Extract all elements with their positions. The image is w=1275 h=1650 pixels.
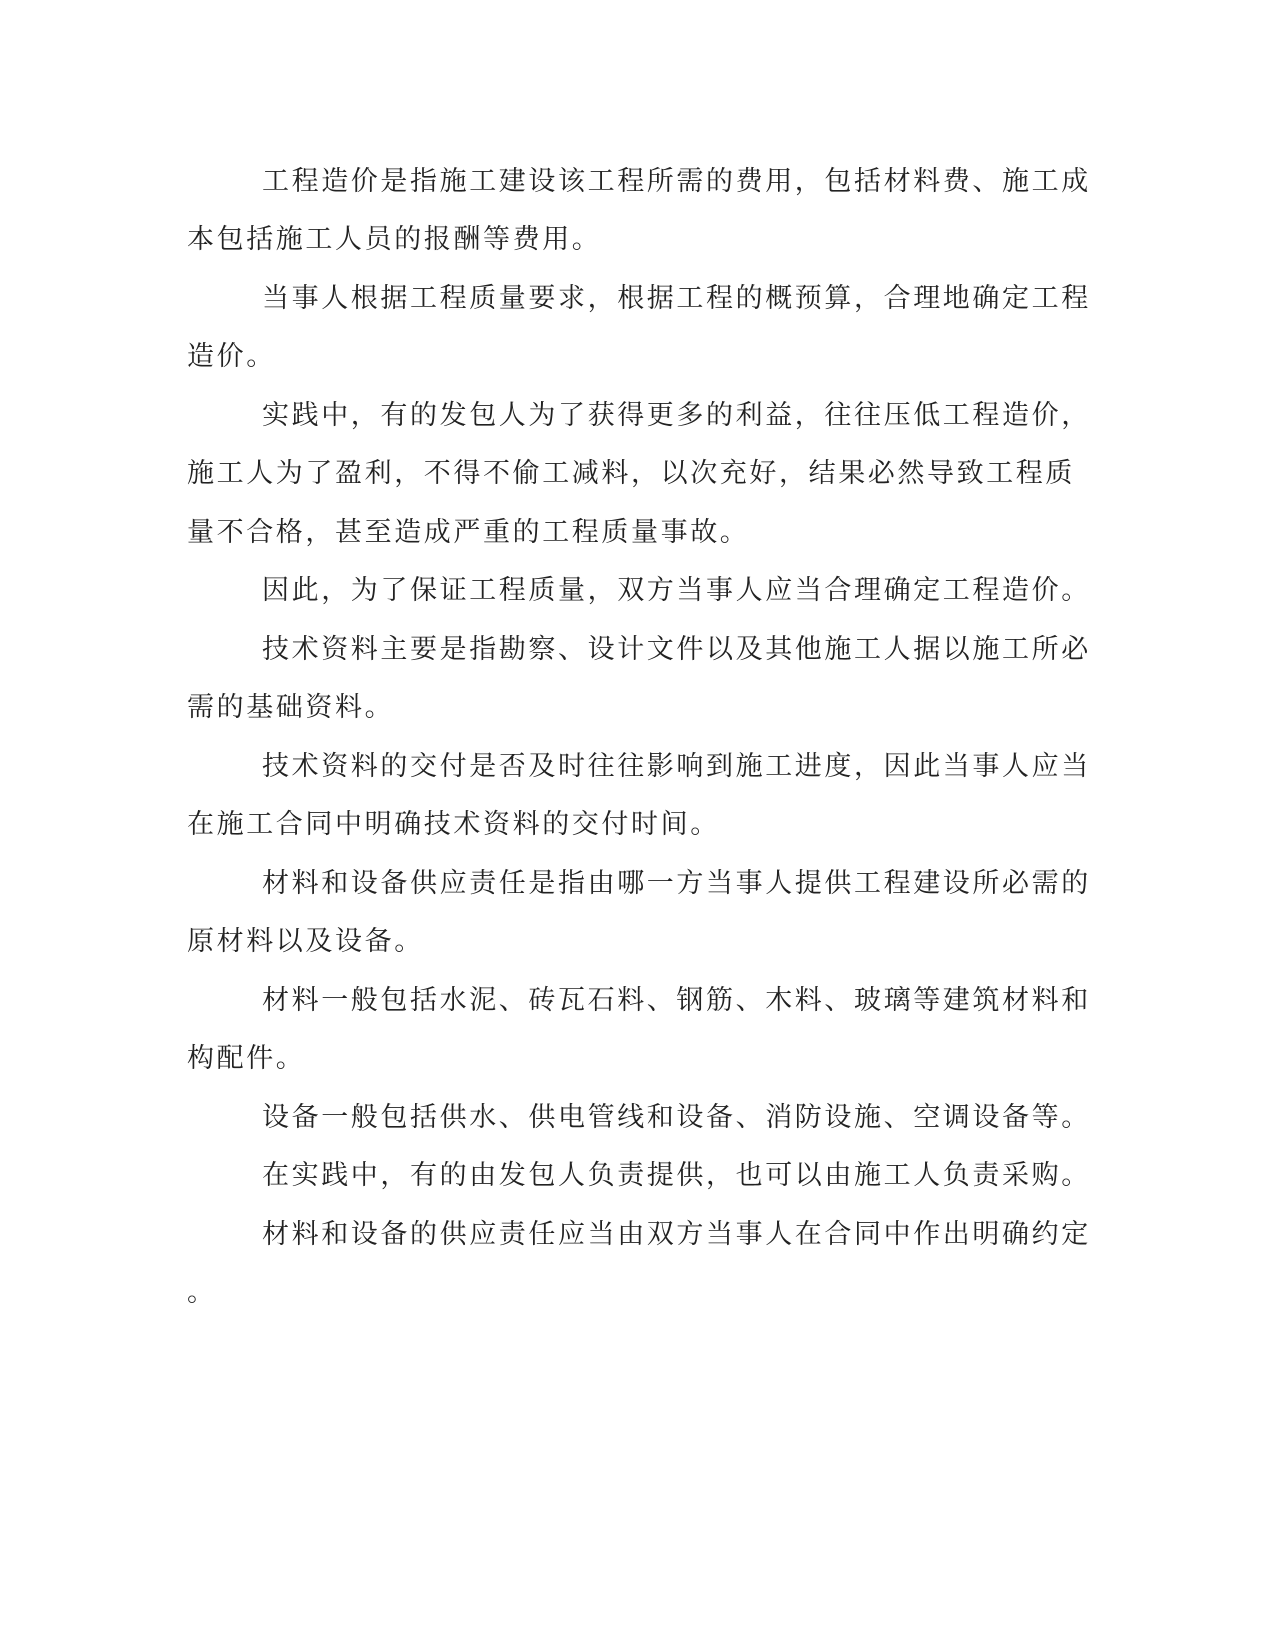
text-line: 工程造价是指施工建设该工程所需的费用，包括材料费、施工成 <box>262 166 1091 197</box>
text-line: 实践中，有的发包人为了获得更多的利益，往往压低工程造价， <box>262 400 1091 431</box>
text-line: 原材料以及设备。 <box>187 926 424 957</box>
text-line: 材料一般包括水泥、砖瓦石料、钢筋、木料、玻璃等建筑材料和 <box>262 985 1091 1016</box>
text-line: 设备一般包括供水、供电管线和设备、消防设施、空调设备等。 <box>262 1102 1091 1133</box>
text-line: 施工人为了盈利，不得不偷工减料，以次充好，结果必然导致工程质 <box>187 458 1075 489</box>
text-line: 因此，为了保证工程质量，双方当事人应当合理确定工程造价。 <box>262 575 1091 606</box>
text-line: 量不合格，甚至造成严重的工程质量事故。 <box>187 517 750 548</box>
text-line: 需的基础资料。 <box>187 692 395 723</box>
text-line: 在实践中，有的由发包人负责提供，也可以由施工人负责采购。 <box>262 1160 1091 1191</box>
text-line: 材料和设备供应责任是指由哪一方当事人提供工程建设所必需的 <box>262 868 1091 899</box>
text-line: 。 <box>187 1277 217 1308</box>
text-line: 本包括施工人员的报酬等费用。 <box>187 224 602 255</box>
text-line: 技术资料的交付是否及时往往影响到施工进度，因此当事人应当 <box>262 751 1091 782</box>
text-line: 造价。 <box>187 341 276 372</box>
text-line: 构配件。 <box>187 1043 306 1074</box>
text-line: 当事人根据工程质量要求，根据工程的概预算，合理地确定工程 <box>262 283 1091 314</box>
text-line: 在施工合同中明确技术资料的交付时间。 <box>187 809 720 840</box>
text-line: 材料和设备的供应责任应当由双方当事人在合同中作出明确约定 <box>262 1219 1091 1250</box>
text-line: 技术资料主要是指勘察、设计文件以及其他施工人据以施工所必 <box>262 634 1091 665</box>
